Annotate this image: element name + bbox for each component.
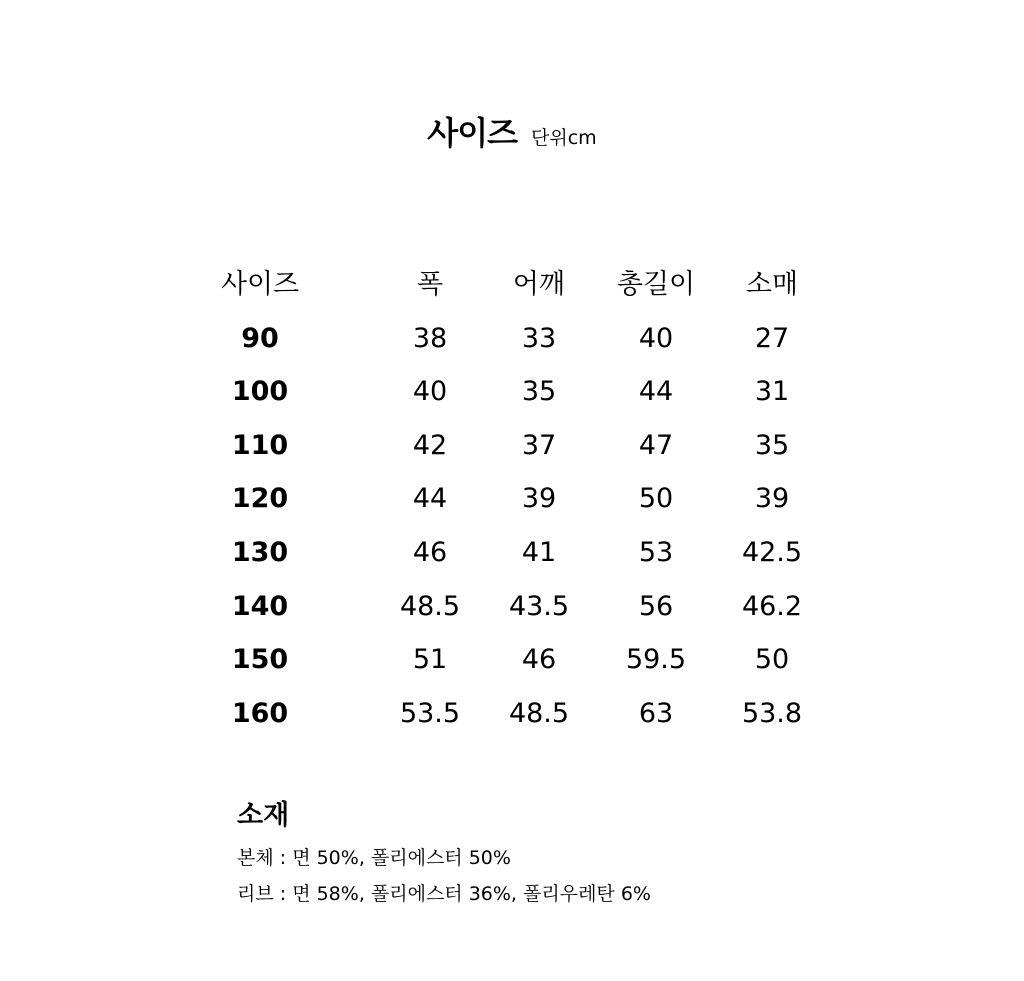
shoulder-cell: 46 bbox=[521, 644, 557, 676]
size-cell: 90 bbox=[241, 322, 279, 354]
total-length-cell: 40 bbox=[638, 322, 674, 354]
shoulder-cell: 37 bbox=[521, 429, 557, 461]
width-cell: 38 bbox=[412, 322, 448, 354]
material-rib-line: 리브 : 면 58%, 폴리에스터 36%, 폴리우레탄 6% bbox=[237, 883, 651, 905]
total-length-cell: 44 bbox=[638, 376, 674, 408]
total-length-cell: 63 bbox=[638, 697, 674, 729]
table-row bbox=[0, 633, 1024, 687]
shoulder-cell: 33 bbox=[521, 322, 557, 354]
table-header-row bbox=[0, 258, 1024, 312]
total-length-cell: 50 bbox=[638, 483, 674, 515]
size-cell: 160 bbox=[231, 697, 289, 729]
table-row bbox=[0, 365, 1024, 419]
shoulder-cell: 39 bbox=[521, 483, 557, 515]
size-cell: 120 bbox=[231, 483, 289, 515]
size-cell: 130 bbox=[231, 536, 289, 568]
column-header-size: 사이즈 bbox=[220, 269, 300, 300]
column-header-shoulder: 어깨 bbox=[512, 269, 566, 300]
width-cell: 42 bbox=[412, 429, 448, 461]
column-header-width: 폭 bbox=[416, 269, 444, 300]
table-row bbox=[0, 419, 1024, 473]
size-header bbox=[0, 108, 1024, 154]
size-cell: 100 bbox=[231, 376, 289, 408]
size-cell: 110 bbox=[231, 429, 289, 461]
sleeve-cell: 35 bbox=[754, 429, 790, 461]
material-title: 소재 bbox=[237, 800, 290, 831]
sleeve-cell: 31 bbox=[754, 376, 790, 408]
total-length-cell: 47 bbox=[638, 429, 674, 461]
width-cell: 53.5 bbox=[399, 697, 461, 729]
sleeve-cell: 39 bbox=[754, 483, 790, 515]
size-cell: 150 bbox=[231, 644, 289, 676]
column-header-sleeve: 소매 bbox=[745, 269, 799, 300]
total-length-cell: 59.5 bbox=[625, 644, 687, 676]
table-row bbox=[0, 312, 1024, 366]
shoulder-cell: 43.5 bbox=[508, 590, 570, 622]
table-body bbox=[0, 312, 1024, 741]
shoulder-cell: 48.5 bbox=[508, 697, 570, 729]
sleeve-cell: 46.2 bbox=[741, 590, 803, 622]
sleeve-cell: 42.5 bbox=[741, 536, 803, 568]
size-cell: 140 bbox=[231, 590, 289, 622]
sleeve-cell: 27 bbox=[754, 322, 790, 354]
table-row bbox=[0, 687, 1024, 741]
shoulder-cell: 41 bbox=[521, 536, 557, 568]
column-header-total-length: 총길이 bbox=[616, 269, 696, 300]
sleeve-cell: 53.8 bbox=[741, 697, 803, 729]
width-cell: 44 bbox=[412, 483, 448, 515]
page-title: 사이즈 bbox=[427, 114, 518, 152]
width-cell: 46 bbox=[412, 536, 448, 568]
width-cell: 51 bbox=[412, 644, 448, 676]
total-length-cell: 56 bbox=[638, 590, 674, 622]
table-row bbox=[0, 472, 1024, 526]
width-cell: 40 bbox=[412, 376, 448, 408]
sleeve-cell: 50 bbox=[754, 644, 790, 676]
material-section bbox=[237, 796, 651, 912]
width-cell: 48.5 bbox=[399, 590, 461, 622]
shoulder-cell: 35 bbox=[521, 376, 557, 408]
unit-label: 단위cm bbox=[531, 127, 597, 149]
size-table bbox=[0, 258, 1024, 740]
table-row bbox=[0, 580, 1024, 634]
material-body-line: 본체 : 면 50%, 폴리에스터 50% bbox=[237, 847, 511, 869]
total-length-cell: 53 bbox=[638, 536, 674, 568]
table-row bbox=[0, 526, 1024, 580]
